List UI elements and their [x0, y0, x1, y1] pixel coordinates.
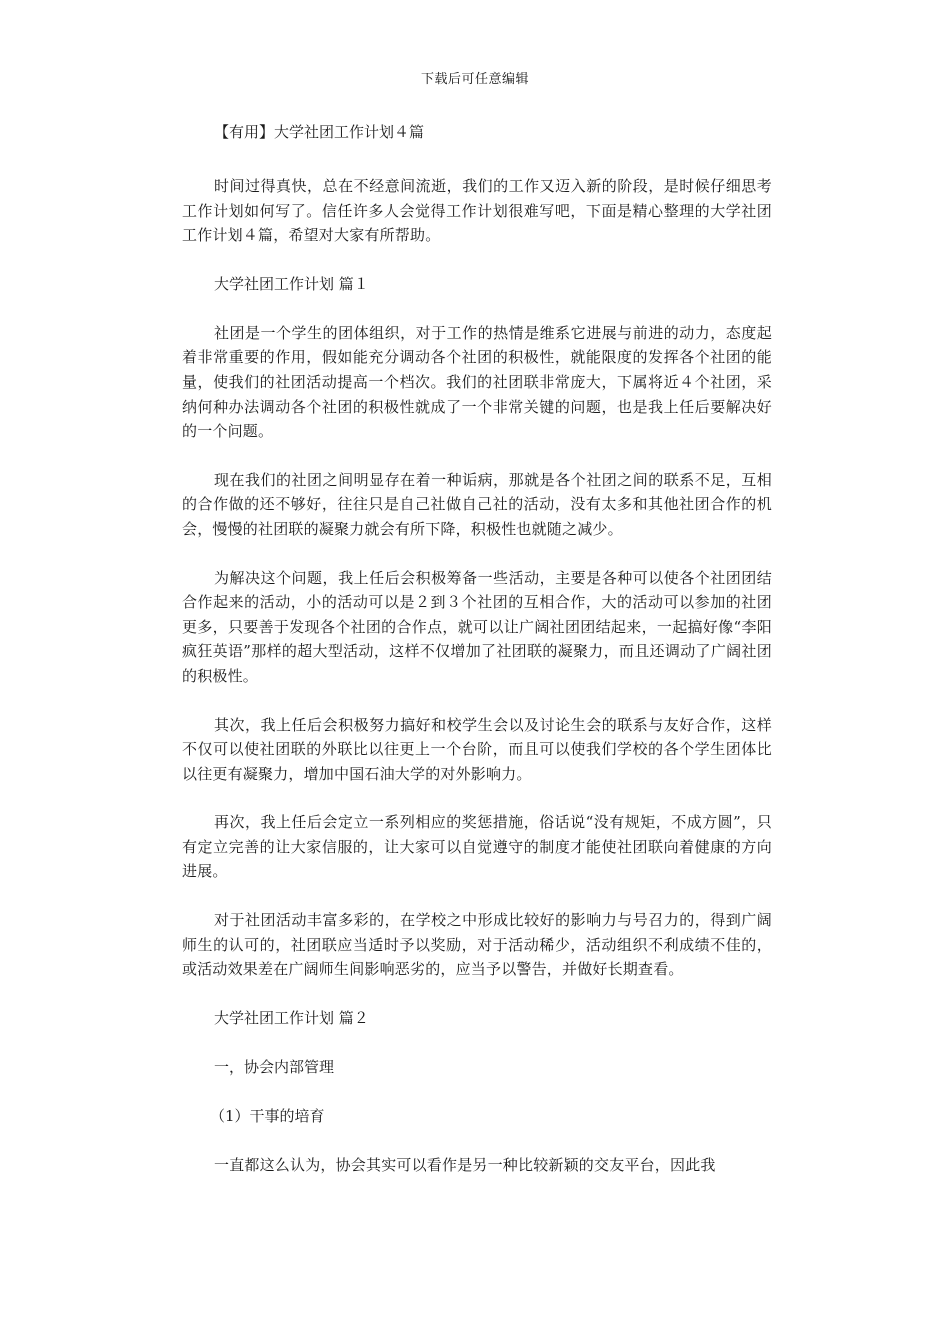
- section-1-heading: 大学社团工作计划 篇１: [214, 274, 369, 293]
- document-body: [182, 120, 772, 1201]
- section-2-subitem: （1）干事的培育: [210, 1106, 325, 1125]
- section-2-heading: 大学社团工作计划 篇２: [214, 1008, 369, 1027]
- page-header: 下载后可任意编辑: [420, 72, 529, 87]
- section-1-paragraph: 再次，我上任后会定立一系列相应的奖惩措施，俗话说“没有规矩，不成方圆”，只有定立完善的让大家信服的，让大家可以自觉遵守的制度才能使社团联向着健康的方向进展。: [182, 813, 772, 881]
- section-2-paragraph: 一直都这么认为，协会其实可以看作是另一种比较新颖的交友平台，因此我: [214, 1155, 716, 1174]
- section-1-paragraph: 其次，我上任后会积极努力搞好和校学生会以及讨论生会的联系与友好合作，这样不仅可以使社团联的外联比以往更上一个台阶，而且可以使我们学校的各个学生团体比以往更有凝聚力，增加中国石油大学的对外影响力。: [182, 715, 772, 783]
- section-1-paragraph: 对于社团活动丰富多彩的，在学校之中形成比较好的影响力与号召力的，得到广阔师生的认可的，社团联应当适时予以奖励，对于活动稀少，活动组织不利成绩不佳的，或活动效果差在广阔师生间影响恶劣的，应当予以警告，并做好长期查看。: [182, 911, 772, 979]
- document-title: 【有用】大学社团工作计划４篇: [214, 123, 425, 141]
- section-1-paragraph: 现在我们的社团之间明显存在着一种诟病，那就是各个社团之间的联系不足，互相的合作做的还不够好，往往只是自己社做自己社的活动，没有太多和其他社团合作的机会，慢慢的社团联的凝聚力就会有所下降，积极性也就随之减少。: [182, 470, 772, 538]
- section-1-paragraph: 为解决这个问题，我上任后会积极筹备一些活动，主要是各种可以使各个社团团结合作起来的活动，小的活动可以是２到３个社团的互相合作，大的活动可以参加的社团更多，只要善于发现各个社团的合作点，就可以让广阔社团团结起来，一起搞好像“李阳疯狂英语”那样的超大型活动，这样不仅增加了社团联的凝聚力，而且还调动了广阔社团的积极性。: [182, 568, 772, 685]
- section-2-subheading: 一，协会内部管理: [214, 1057, 335, 1076]
- intro-paragraph: 时间过得真快，总在不经意间流逝，我们的工作又迈入新的阶段，是时候仔细思考工作计划如何写了。信任许多人会觉得工作计划很难写吧，下面是精心整理的大学社团工作计划４篇，希望对大家有所帮助。: [182, 177, 772, 245]
- section-1-paragraph: 社团是一个学生的团体组织，对于工作的热情是维系它进展与前进的动力，态度起着非常重要的作用，假如能充分调动各个社团的积极性，就能限度的发挥各个社团的能量，使我们的社团活动提高一个档次。我们的社团联非常庞大，下属将近４个社团，采纳何种办法调动各个社团的积极性就成了一个非常关键的问题，也是我上任后要解决好的一个问题。: [182, 323, 772, 441]
